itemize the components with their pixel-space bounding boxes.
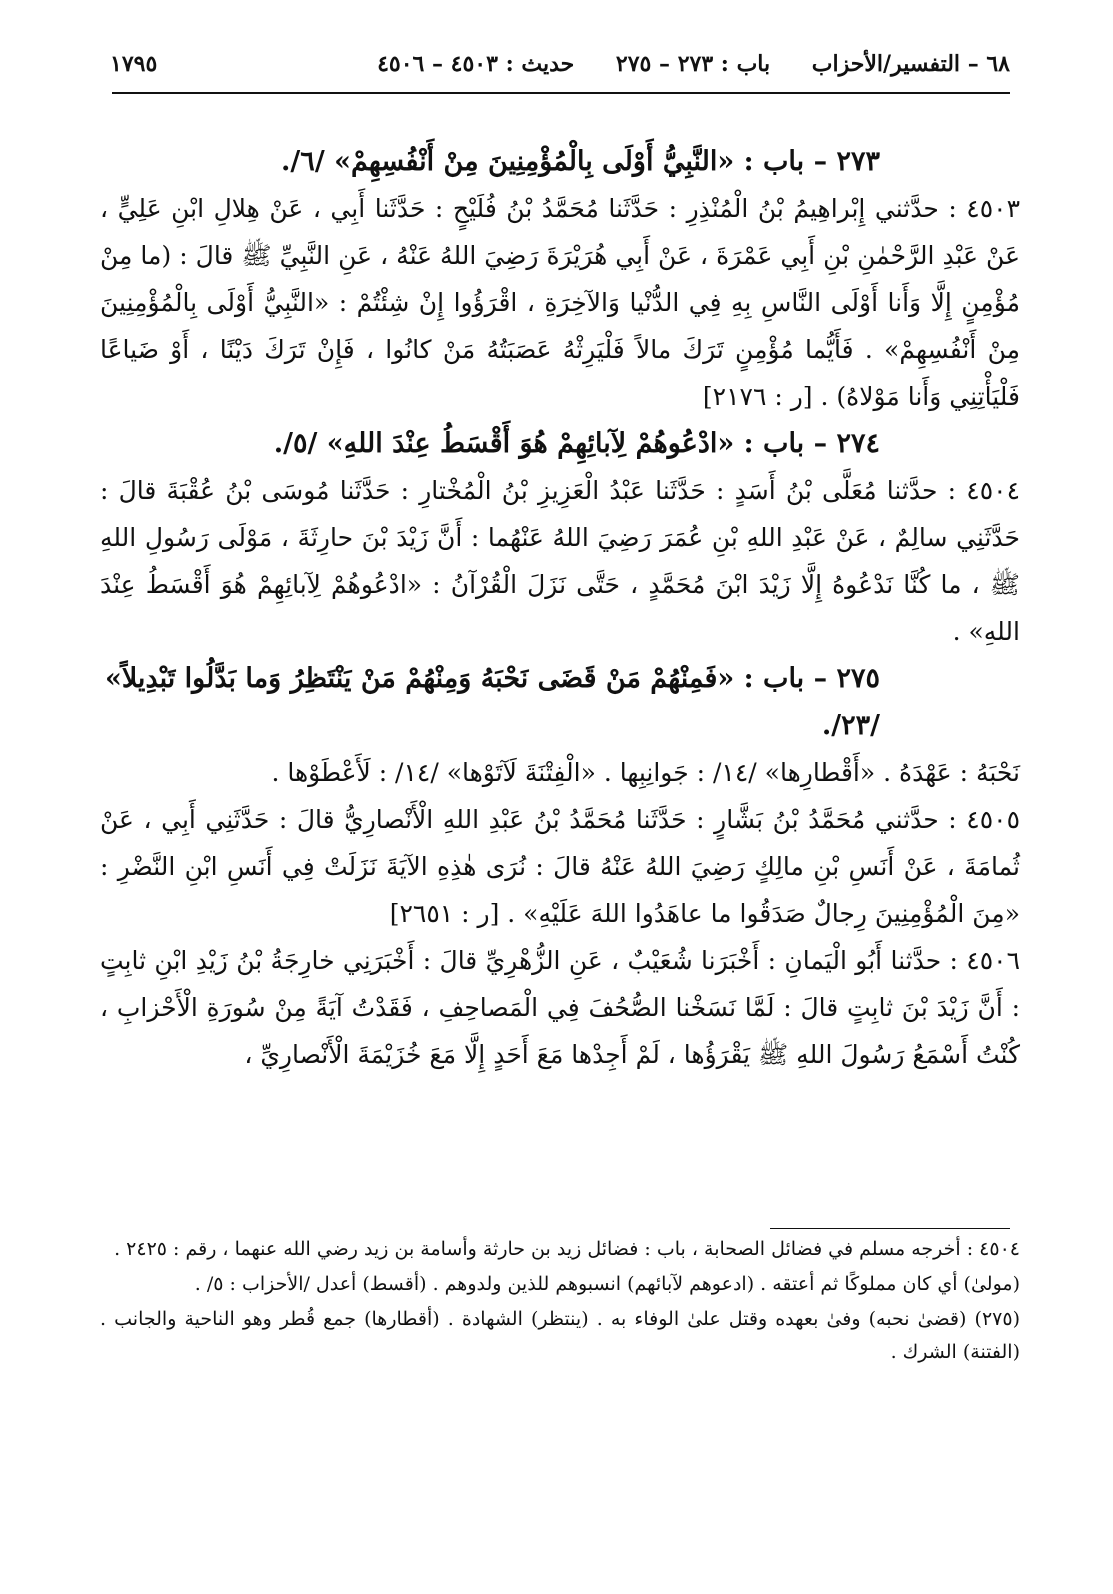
bab-275-heading: ٢٧٥ – باب : «فَمِنْهُمْ مَنْ قَضَى نَحْبَهُ وَمِنْهُمْ مَنْ يَنْتَظِرُ وَما بَدَّلُوا تَبْدِيلاً» /٢٣/. [104,663,880,741]
hadith-4504: ٤٥٠٤ : حدَّثنا مُعَلَّى بْنُ أَسَدٍ : حَدَّثَنا عَبْدُ الْعَزِيزِ بْنُ الْمُخْتارِ : حَدَّثَنا مُوسَى بْنُ عُقْبَةَ قالَ : حَدَّثَنِي سالِمٌ ، عَنْ عَبْدِ اللهِ بْنِ عُمَرَ رَضِيَ اللهُ عَنْهُما : أَنَّ زَيْدَ بْنَ حارِثَةَ ، مَوْلَى رَسُولِ اللهِ ﷺ ، ما كُنَّا نَدْعُوهُ إِلَّا زَيْدَ ابْنَ مُحَمَّدٍ ، حَتَّى نَزَلَ الْقُرْآنُ : «ادْعُوهُمْ لِآبائِهِمْ هُوَ أَقْسَطُ عِنْدَ اللهِ» . [100,476,1020,646]
main-text [100,138,1020,1078]
header-hadiths: حديث : ٤٥٠٣ – ٤٥٠٦ [377,51,575,77]
page-number: ١٧٩٥ [110,51,158,77]
header-info [343,44,1010,84]
gloss-275: نَحْبَهُ : عَهْدَهُ . «أَقْطارِها» /١٤/ : جَوانِبِها . «الْفِتْنَةَ لَآتَوْها» /١٤/ : لَأَعْطَوْها . [271,758,1020,787]
header-babs: باب : ٢٧٣ – ٢٧٥ [615,51,771,77]
footnote-mawla: (مولىٰ) أي كان مملوكًا ثم أعتقه . (ادعوهم لآبائهم) انسبوهم للذين ولدوهم . (أقسط) أعدل /الأحزاب : ٥/ . [194,1273,1020,1295]
bab-273-heading: ٢٧٣ – باب : «النَّبِيُّ أَوْلَى بِالْمُؤْمِنِينَ مِنْ أَنْفُسِهِمْ» /٦/. [281,146,880,177]
footnotes [100,1233,1020,1371]
hadith-4503: ٤٥٠٣ : حدَّثني إِبْراهِيمُ بْنُ الْمُنْذِرِ : حَدَّثَنا مُحَمَّدُ بْنُ فُلَيْحٍ : حَدَّثَنا أَبِي ، عَنْ هِلالِ ابْنِ عَلِيٍّ ، عَنْ عَبْدِ الرَّحْمٰنِ بْنِ أَبِي عَمْرَةَ ، عَنْ أَبِي هُرَيْرَةَ رَضِيَ اللهُ عَنْهُ ، عَنِ النَّبِيِّ ﷺ قالَ : (ما مِنْ مُؤْمِنٍ إِلَّا وَأَنا أَوْلَى النَّاسِ بِهِ فِي الدُّنْيا وَالآخِرَةِ ، اقْرَؤُوا إِنْ شِئْتُمْ : «النَّبِيُّ أَوْلَى بِالْمُؤْمِنِينَ مِنْ أَنْفُسِهِمْ» . فَأَيُّما مُؤْمِنٍ تَرَكَ مالاً فَلْيَرِثْهُ عَصَبَتُهُ مَنْ كانُوا ، فَإِنْ تَرَكَ دَيْنًا ، أَوْ ضَياعًا فَلْيَأْتِنِي وَأَنا مَوْلاهُ) . [ر : ٢١٧٦] [100,194,1020,411]
hadith-4505: ٤٥٠٥ : حدَّثني مُحَمَّدُ بْنُ بَشَّارٍ : حَدَّثَنا مُحَمَّدُ بْنُ عَبْدِ اللهِ الْأَنْصارِيُّ قالَ : حَدَّثَنِي أَبِي ، عَنْ ثُمامَةَ ، عَنْ أَنَسِ بْنِ مالِكٍ رَضِيَ اللهُ عَنْهُ قالَ : نُرَى هٰذِهِ الآيَةَ نَزَلَتْ فِي أَنَسِ ابْنِ النَّضْرِ : «مِنَ الْمُؤْمِنِينَ رِجالٌ صَدَقُوا ما عاهَدُوا اللهَ عَلَيْهِ» . [ر : ٢٦٥١] [100,805,1020,928]
running-header [110,44,1010,84]
hadith-4506: ٤٥٠٦ : حدَّثنا أَبُو الْيَمانِ : أَخْبَرَنا شُعَيْبٌ ، عَنِ الزُّهْرِيِّ قالَ : أَخْبَرَنِي خارِجَةُ بْنُ زَيْدِ ابْنِ ثابِتٍ : أَنَّ زَيْدَ بْنَ ثابِتٍ قالَ : لَمَّا نَسَخْنا الصُّحُفَ فِي الْمَصاحِفِ ، فَقَدْتُ آيَةً مِنْ سُورَةِ الْأَحْزابِ ، كُنْتُ أَسْمَعُ رَسُولَ اللهِ ﷺ يَقْرَؤُها ، لَمْ أَجِدْها مَعَ أَحَدٍ إِلَّا مَعَ خُزَيْمَةَ الْأَنْصارِيِّ ، [100,946,1020,1069]
bab-274-heading: ٢٧٤ – باب : «ادْعُوهُمْ لِآبائِهِمْ هُوَ أَقْسَطُ عِنْدَ اللهِ» /٥/. [273,428,880,459]
footnote-275: (٢٧٥) (قضىٰ نحبه) وفىٰ بعهده وقتل علىٰ الوفاء به . (ينتظر) الشهادة . (أقطارها) جمع قُطر وهو الناحية والجانب . (الفتنة) الشرك . [100,1308,1020,1363]
header-rule [112,92,1010,94]
footnote-rule [770,1228,1010,1229]
footnote-4504: ٤٥٠٤ : أخرجه مسلم في فضائل الصحابة ، باب : فضائل زيد بن حارثة وأسامة بن زيد رضي الله عنهما ، رقم : ٢٤٢٥ . [114,1238,1020,1260]
header-chapter: ٦٨ – التفسير/الأحزاب [811,51,1010,77]
